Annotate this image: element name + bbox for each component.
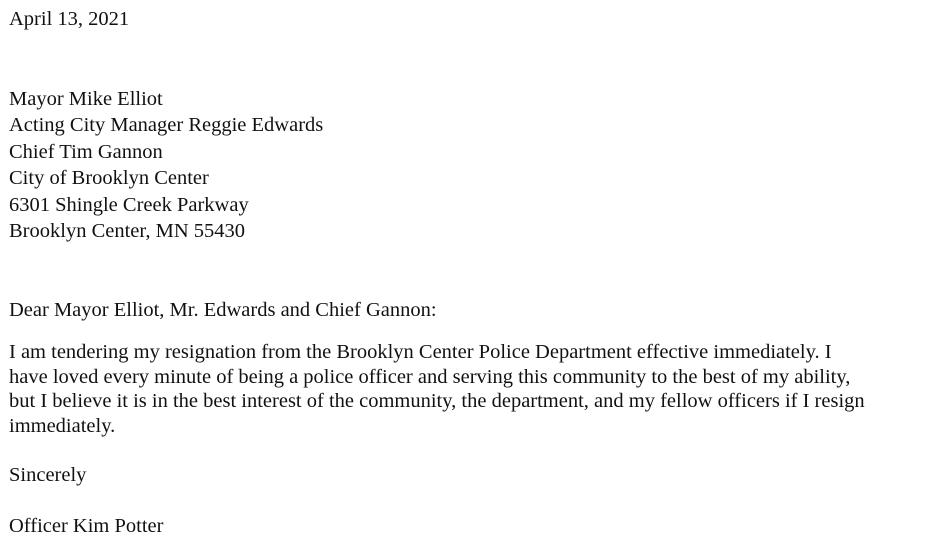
spacer	[9, 323, 924, 340]
letter-date: April 13, 2021	[9, 6, 924, 33]
body-line: but I believe it is in the best interest of the community, the department, and my fellow officers if I resign	[9, 389, 924, 414]
recipient-block	[9, 86, 924, 245]
body-line: have loved every minute of being a police officer and serving this community to the best of my ability,	[9, 365, 924, 390]
recipient-line: Mayor Mike Elliot	[9, 86, 924, 113]
recipient-line: Chief Tim Gannon	[9, 139, 924, 166]
signature: Officer Kim Potter	[9, 513, 924, 539]
body-line: I am tendering my resignation from the Brooklyn Center Police Department effective immediately. I	[9, 340, 924, 365]
spacer	[9, 438, 924, 462]
recipient-line: 6301 Shingle Creek Parkway	[9, 192, 924, 219]
letter-body	[9, 340, 924, 438]
closing: Sincerely	[9, 462, 924, 489]
resignation-letter	[9, 6, 924, 539]
recipient-line: City of Brooklyn Center	[9, 165, 924, 192]
salutation: Dear Mayor Elliot, Mr. Edwards and Chief Gannon:	[9, 297, 924, 324]
recipient-line: Acting City Manager Reggie Edwards	[9, 112, 924, 139]
recipient-line: Brooklyn Center, MN 55430	[9, 218, 924, 245]
spacer	[9, 489, 924, 513]
spacer	[9, 33, 924, 86]
spacer	[9, 245, 924, 297]
body-line: immediately.	[9, 414, 924, 439]
